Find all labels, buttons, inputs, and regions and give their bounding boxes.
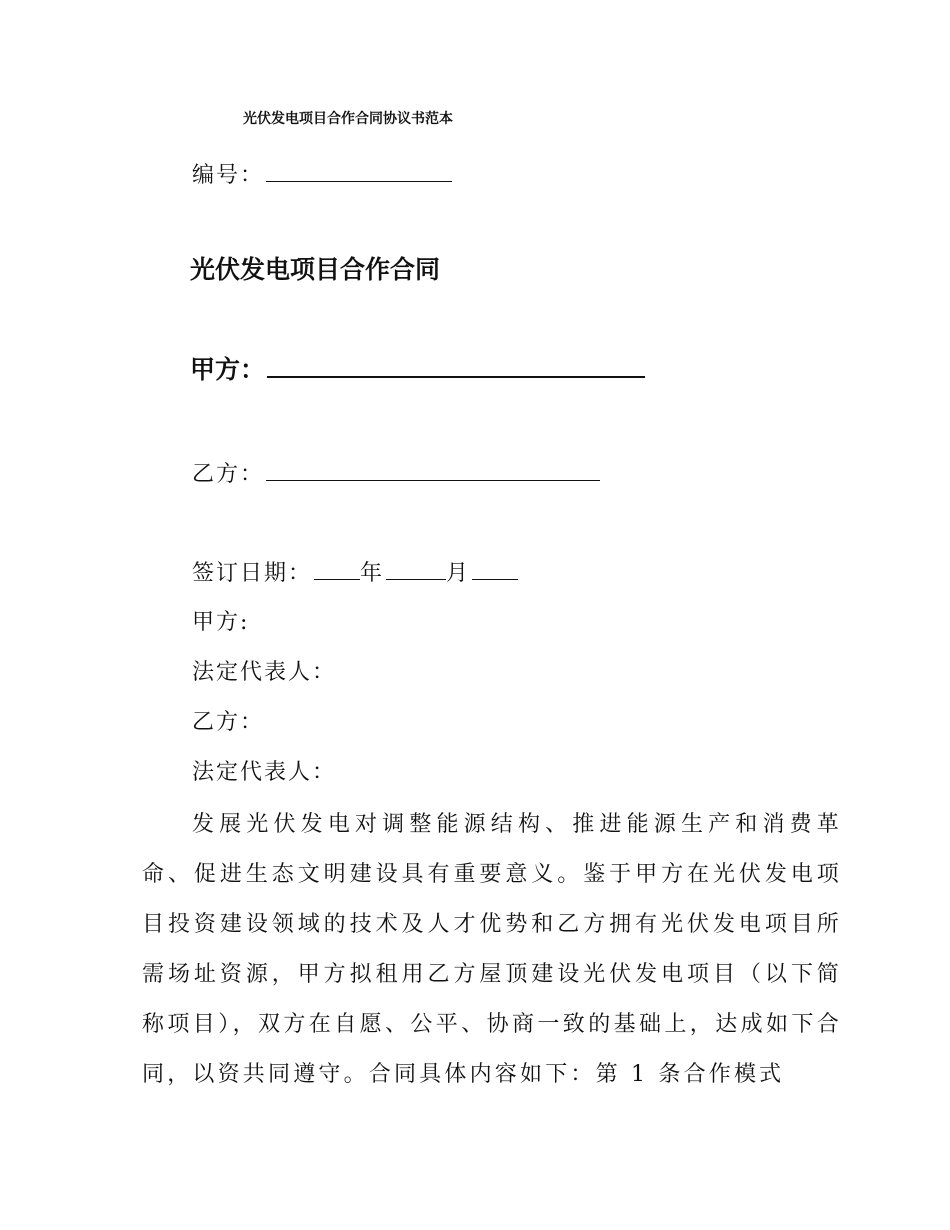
party-b-line-blank bbox=[266, 462, 600, 481]
sign-date-month-blank bbox=[386, 561, 446, 580]
party-a-heading-label: 甲方： bbox=[190, 355, 266, 384]
party-a-heading-blank bbox=[267, 354, 645, 378]
document-number-label: 编号： bbox=[192, 163, 265, 188]
party-b-line bbox=[192, 457, 600, 488]
signature-party-b-representative: 法定代表人： bbox=[192, 760, 337, 785]
document-number-blank bbox=[266, 163, 452, 182]
contract-title: 光伏发电项目合作合同 bbox=[190, 255, 441, 284]
body-paragraph: 发展光伏发电对调整能源结构、推进能源生产和消费革命、促进生态文明建设具有重要意义。鉴于甲方在光伏发电项目投资建设领域的技术及人才优势和乙方拥有光伏发电项目所需场址资源，甲方拟租用乙方屋顶建设光伏发电项目（以下简称项目），双方在自愿、公平、协商一致的基础上，达成如下合同，以资共同遵守。合同具体内容如下：第 1 条合作模式 bbox=[142, 812, 842, 1087]
signature-party-a-representative: 法定代表人： bbox=[192, 660, 337, 685]
party-a-heading-line bbox=[190, 350, 645, 386]
sign-date-month-label: 月 bbox=[446, 561, 471, 586]
party-b-line-label: 乙方： bbox=[192, 462, 265, 487]
sign-date-year-blank bbox=[314, 561, 360, 580]
signature-party-a: 甲方: bbox=[192, 610, 250, 635]
document-header-title: 光伏发电项目合作合同协议书范本 bbox=[243, 111, 453, 127]
sign-date-year-label: 年 bbox=[360, 561, 385, 586]
document-number-line bbox=[192, 158, 452, 189]
sign-date-day-blank bbox=[472, 561, 518, 580]
signature-party-b: 乙方： bbox=[192, 710, 265, 735]
sign-date-label: 签订日期： bbox=[192, 561, 313, 586]
sign-date-line bbox=[192, 556, 518, 587]
